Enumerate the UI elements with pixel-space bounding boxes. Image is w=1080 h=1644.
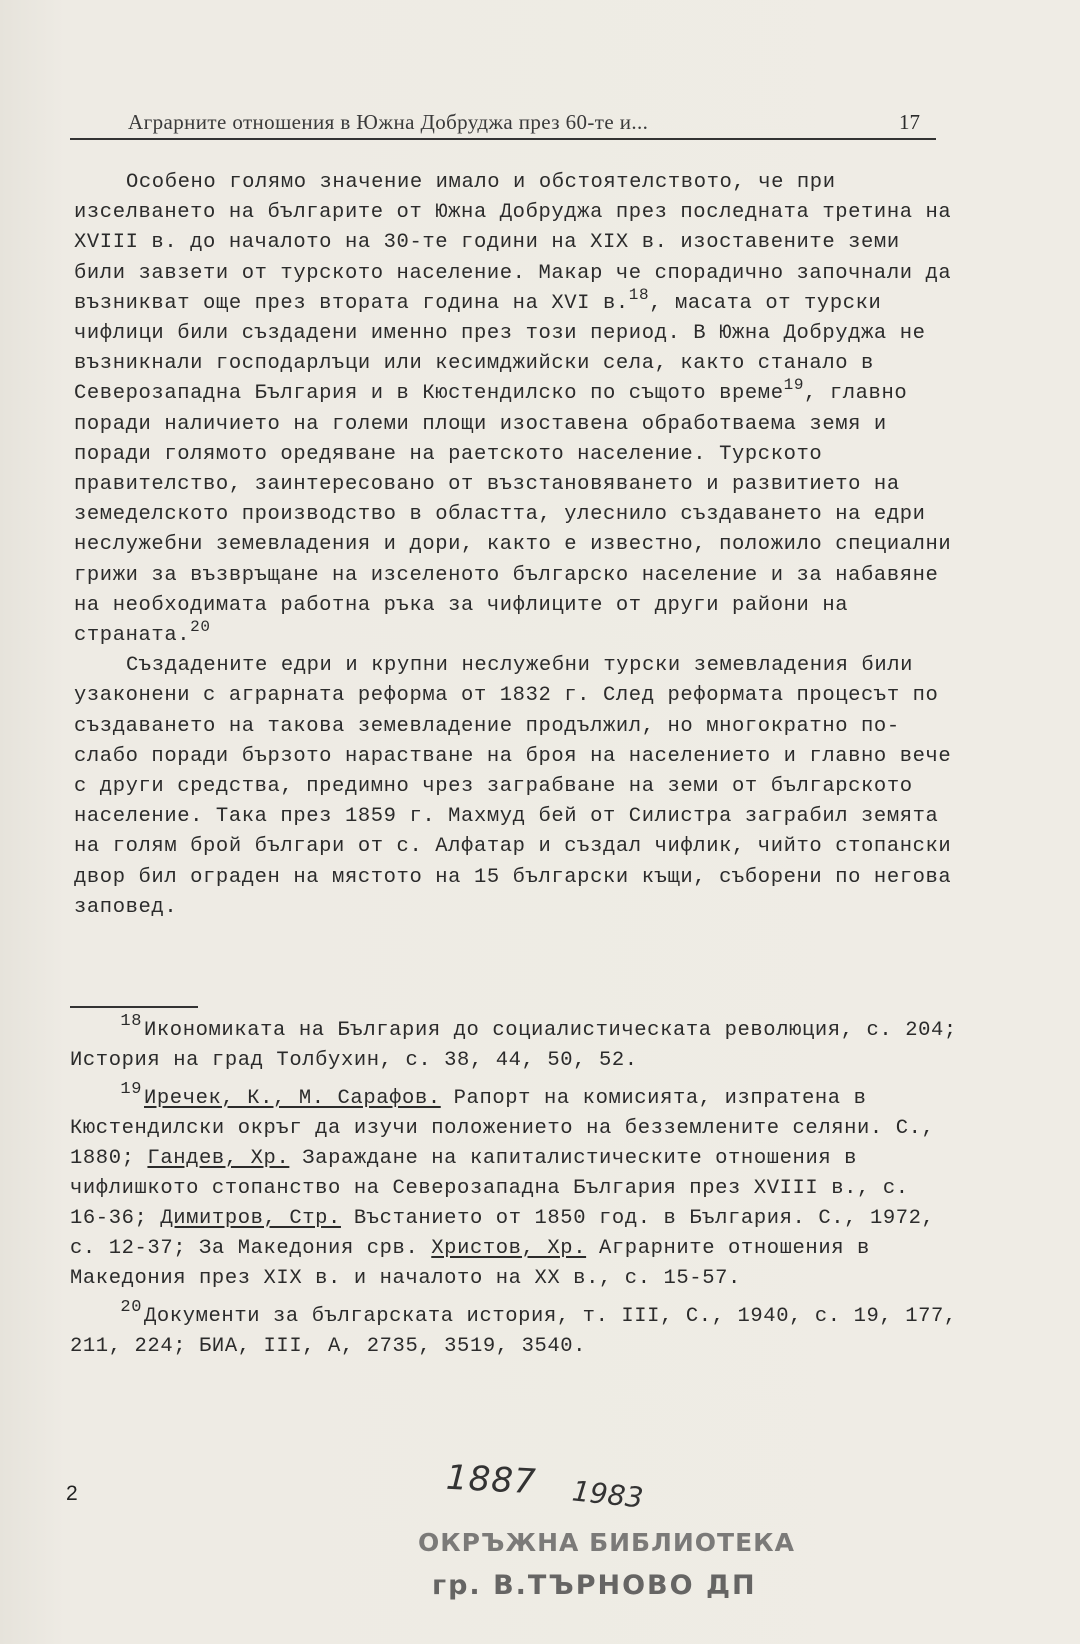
paragraph-2: Създадените едри и крупни неслужебни турски земевладения били узаконени с аграрната реформа от 1832 г. След реформата процесът по създаването на такова земевладение продължил, но многократно по-слабо поради бързото нарастване на броя на населението и главно вече с други средства, предимно чрез заграбване на земи от българското население. Така през 1859 г. Махмуд бей от Силистра заграбил земята на голям брой българи от с. Алфатар и създал чифлик, чийто стопански двор бил ограден на мястото на 15 български къщи, съборени по негова заповед. <box>74 654 952 919</box>
paragraph-1 <box>74 168 964 651</box>
page-number: 2 <box>66 1482 78 1505</box>
footnote-19-text-4: Аграрните отношения в Македония през XIX в. и началото на XX в., с. 15-57. <box>70 1237 870 1290</box>
footnote-18: 18Икономиката на България до социалистическата революция, с. 204; История на град Толбухин, с. 38, 44, 50, 52. <box>70 1012 957 1072</box>
running-header <box>70 106 936 140</box>
library-stamp-line-1: ОКРЪЖНА БИБЛИОТЕКА <box>418 1528 795 1557</box>
footnote-19-author-4: Христов, Хр. <box>431 1237 587 1260</box>
footnote-19-text-2: Зараждане на капиталистическите отношения в чифлишкото стопанство на Северозападна България през XVIII в., с. 16-36; <box>70 1147 909 1230</box>
header-title: Аграрните отношения в Южна Добруджа през 60-те и... <box>128 110 649 134</box>
main-text <box>74 168 964 923</box>
footnote-ref-19: 19 <box>783 376 805 395</box>
footnote-20-text: Документи за българската история, т. III, С., 1940, с. 19, 177, 211, 224; БИА, III, А, 2735, 3519, 3540. <box>70 1305 957 1358</box>
footnote-19-author-3: Димитров, Стр. <box>160 1207 341 1230</box>
footnote-19-text-3: Въстанието от 1850 год. в България. С., 1972, с. 12-37; За Македония срв. <box>70 1207 935 1260</box>
footnote-19-author-2: Гандев, Хр. <box>147 1147 290 1170</box>
library-stamp-line-2: гр. В.ТЪРНОВО ДП <box>432 1570 757 1601</box>
footnote-20: 20Документи за българската история, т. III, С., 1940, с. 19, 177, 211, 224; БИА, III, А, 2735, 3519, 3540. <box>70 1298 957 1358</box>
footnote-19-text-1: Рапорт на комисията, изпратена в Кюстендилски окръг да изучи положението на безземлените селяни. С., 1880; <box>70 1087 935 1170</box>
header-page-number: 17 <box>899 110 920 134</box>
footnote-divider <box>70 1006 198 1008</box>
paragraph-1-part-b: , масата от турски чифлици били създадени именно през този период. В Южна Добруджа не възникнали господарлъци или кесимджийски села, както станало в Северозападна България и в Кюстендилско по същото време <box>74 291 926 406</box>
footnote-ref-18: 18 <box>628 285 650 304</box>
footnote-18-text: Икономиката на България до социалистическата революция, с. 204; История на град Толбухин, с. 38, 44, 50, 52. <box>70 1019 957 1072</box>
paragraph-1-part-a: Особено голямо значение имало и обстоятелството, че при изселването на българите от Южна Добруджа през последната третина на XVIII в. до началото на 30-те години на XIX в. изоставените земи били завзети от турското население. Макар че спорадично започнали да възникват още през втората година на XVI в. <box>74 171 952 315</box>
footnote-ref-20: 20 <box>190 618 211 637</box>
footnotes <box>70 1012 960 1370</box>
footnote-19-author-1: Иречек, К., М. Сарафов. <box>144 1087 441 1110</box>
paragraph-1-part-c: , главно поради наличието на големи площи изоставена обработваема земя и поради голямото оредяване на раетското население. Турското правителство, заинтересовано от възстановяването и развитието на земеделското производство в областта, улеснило създаването на едри неслужебни земевладения и дори, както е известно, положило специални грижи за възвръщане на изселеното българско население и за набавяне на необходимата работна ръка за чифлиците от други райони на страната. <box>74 382 952 648</box>
footnote-19: 19Иречек, К., М. Сарафов. Рапорт на комисията, изпратена в Кюстендилски окръг да изучи положението на безземлените селяни. С., 1880; Гандев, Хр. Зараждане на капиталистическите отношения в чифлишкото стопанство на Северозападна България през XVIII в., с. 16-36; Димитров, Стр. Въстанието от 1850 год. в България. С., 1972, с. 12-37; За Македония срв. Христов, Хр. Аграрните отношения в Македония през XIX в. и началото на XX в., с. 15-57. <box>70 1080 935 1290</box>
handwritten-year: 1983 <box>570 1474 645 1515</box>
handwritten-inventory-number: 1887 <box>445 1457 538 1503</box>
